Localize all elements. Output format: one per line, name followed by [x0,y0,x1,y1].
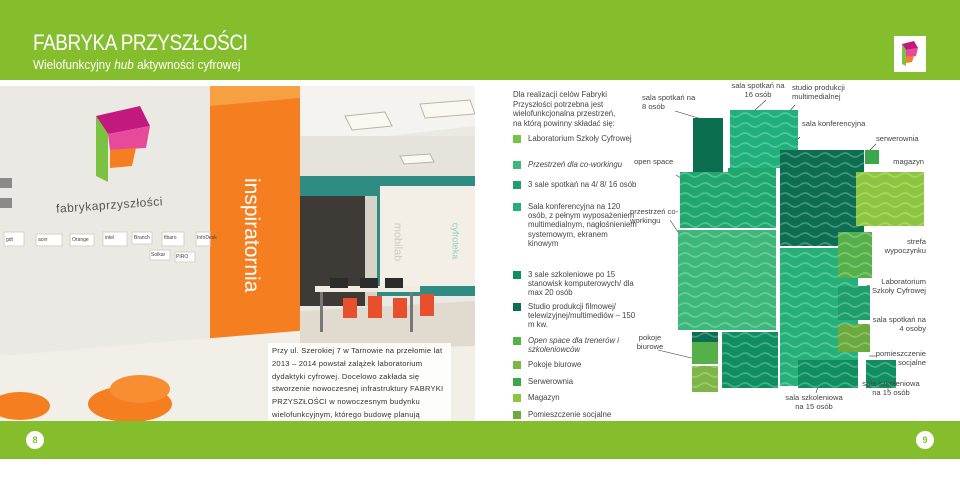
legend-label: Pokoje biurowe [528,360,582,369]
label-sala-konferencyjna: sala konferencyjna [802,119,866,128]
wall-logo-text: fabrykaprzyszłości [55,194,164,216]
subtitle-text-post: aktywności cyfrowej [133,57,241,72]
label-sala-spotkan-8: sala spotkań na 8 osób [642,93,696,111]
partner-logo: Solkar [151,252,166,258]
legend-swatch [513,303,521,311]
legend-intro: Dla realizacji celów Fabryki Przyszłości potrzebna jest wielofunkcjonalna przestrzeń, na którą powinny składać się: [513,90,616,128]
page-title: FABRYKA PRZYSZŁOŚCI [33,30,248,55]
legend-label: 3 sale szkoleniowe po 15 stanowisk komputerowych/ dla max 20 osób [528,270,634,298]
legend-swatch [513,378,521,386]
label-open-space: open space [634,157,674,166]
page-number-right: 9 [916,431,934,449]
legend-label: Laboratorium Szkoły Cyfrowej [528,134,632,143]
label-sala-spotkan-16: sala spotkań na 16 osób [731,81,785,99]
partner-logo: gdt [6,237,13,243]
fabryka-logo-icon [894,36,926,72]
partner-logo: intel [105,235,115,241]
label-laboratorium: Laboratorium Szkoły Cyfrowej [871,277,926,295]
legend-label: Pomieszczenie socjalne [528,410,612,419]
label-coworking: przestrzeń co-workingu [630,207,679,225]
legend-label: 3 sale spotkań na 4/ 8/ 16 osób [528,180,637,189]
legend-swatch [513,181,521,189]
page-subtitle [33,57,240,72]
partner-logo: InfoDesk [197,235,217,241]
label-pomieszczenie-socjalne: pomieszczenie socjalne [875,349,926,367]
partner-logo: PIRO [176,254,189,260]
legend-label: Magazyn [528,393,560,402]
legend-swatch [513,203,521,211]
legend-label: Open space dla trenerów i szkoleniowców [528,336,620,355]
label-pokoje-biurowe: pokoje biurowe [636,333,664,351]
label-sala-spotkan-4: sala spotkań na 4 osoby [872,315,926,333]
subtitle-text-pre: Wielofunkcyjny [33,57,115,72]
label-studio: studio produkcji multimedialnej [792,83,845,101]
footer-band [0,421,960,459]
photo-caption-text: Przy ul. Szerokiej 7 w Tarnowie na przełomie lat 2013 – 2014 powstał zalążek laboratorium dydaktyki cyfrowej. Docelowo zakłada się stworzenie nowoczesnej infrastruktury FABRYKI PRZYSZŁOŚCI w nowoczesnym budynku wielofunkcyjnym, którego budowę planują [272,346,444,419]
partner-logo: fibaro [164,235,177,241]
legend-swatch [513,394,521,402]
partner-logo: Branch [134,235,150,241]
orange-wall-text: inspiratornia [240,178,263,293]
legend-swatch [513,271,521,279]
brand-logo [894,36,926,72]
legend-label: Sala konferencyjna na 120 osób, z pełnym wyposażeniem multimedialnym, nagłośnieniem systemowym, ekranem kinowym [528,202,637,248]
legend-label: Przestrzeń dla co-workingu [528,160,623,169]
label-strefa-wypoczynku: strefa wypoczynku [884,237,926,255]
door-text-mobilab: mobilab [391,222,404,262]
label-sala-szkoleniowa-1: sala szkoleniowa na 15 osób [785,393,843,411]
legend-label: Serwerownia [528,377,574,386]
partner-logo: acer [38,237,48,243]
floor-plan [620,80,960,421]
label-sala-szkoleniowa-2: sala szkoleniowa na 15 osób [862,379,920,397]
legend-swatch [513,337,521,345]
legend-label: Studio produkcji filmowej/ telewizyjnej/multimediów – 150 m kw. [528,302,636,330]
door-text-cyfroteka: cyfroteka [450,222,461,260]
legend-swatch [513,411,521,419]
label-serwerownia: serwerownia [876,134,919,143]
legend-swatch [513,161,521,169]
legend-swatch [513,135,521,143]
label-magazyn: magazyn [893,157,924,166]
partner-logo: Orange [72,237,89,243]
subtitle-text-emphasis: hub [114,57,134,72]
page-number-left: 8 [26,431,44,449]
legend-swatch [513,361,521,369]
